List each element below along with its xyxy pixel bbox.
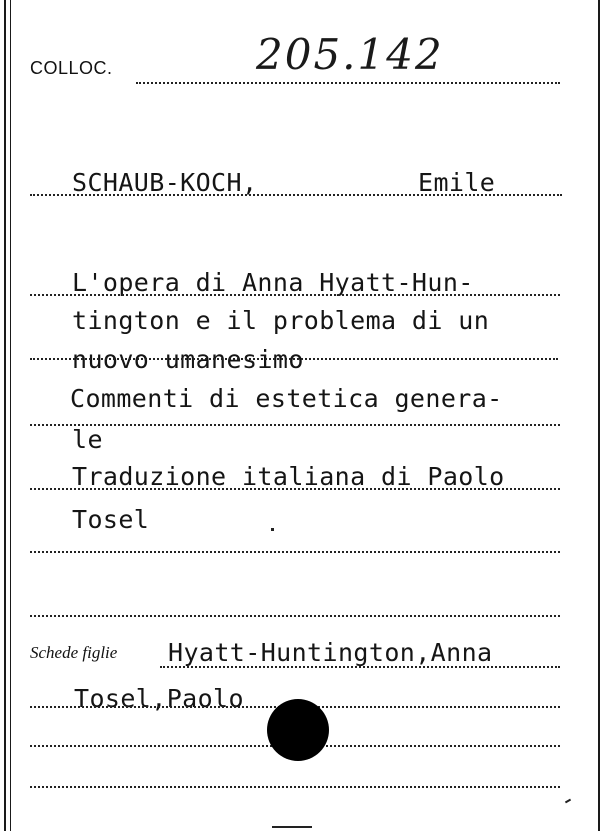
title-line-5: le (72, 425, 103, 454)
schede-figlie-label: Schede figlie (30, 643, 118, 662)
title-line-6: Traduzione italiana di Paolo (72, 462, 505, 491)
call-number-handwritten: 205.142 (256, 30, 444, 79)
title-line-7: Tosel (72, 505, 150, 534)
schede-figlie-entry-1: Hyatt-Huntington,Anna (168, 638, 493, 667)
corner-tick-mark (565, 799, 571, 804)
author-surname: SCHAUB-KOCH, (72, 168, 258, 197)
title-line-1: L'opera di Anna Hyatt-Hun- (72, 268, 474, 297)
empty-dotted-line-1 (30, 551, 560, 553)
schede-figlie-entry-2: Tosel,Paolo (74, 684, 244, 713)
card-left-border (4, 0, 6, 831)
colloc-dotted-line (136, 82, 560, 84)
author-given-name: Emile (418, 168, 496, 197)
bottom-edge-mark (272, 826, 312, 828)
title-dotted-line-1 (30, 294, 560, 296)
colloc-label: COLLOC. (30, 58, 113, 78)
empty-dotted-line-4 (30, 786, 560, 788)
author-dotted-line (30, 194, 562, 196)
schede-dotted-line-1 (160, 666, 560, 668)
title-line-4: Commenti di estetica genera- (70, 384, 503, 413)
stray-mark (271, 528, 274, 531)
title-dotted-line-3 (30, 424, 560, 426)
card-punch-hole (267, 699, 329, 761)
title-dotted-line-2 (30, 358, 558, 360)
title-line-3: nuovo umanesimo (72, 345, 304, 374)
card-right-border (598, 0, 600, 831)
title-line-2: tington e il problema di un (72, 306, 490, 335)
title-dotted-line-4 (30, 488, 560, 490)
empty-dotted-line-2 (30, 615, 560, 617)
card-left-border-inner (10, 0, 11, 831)
